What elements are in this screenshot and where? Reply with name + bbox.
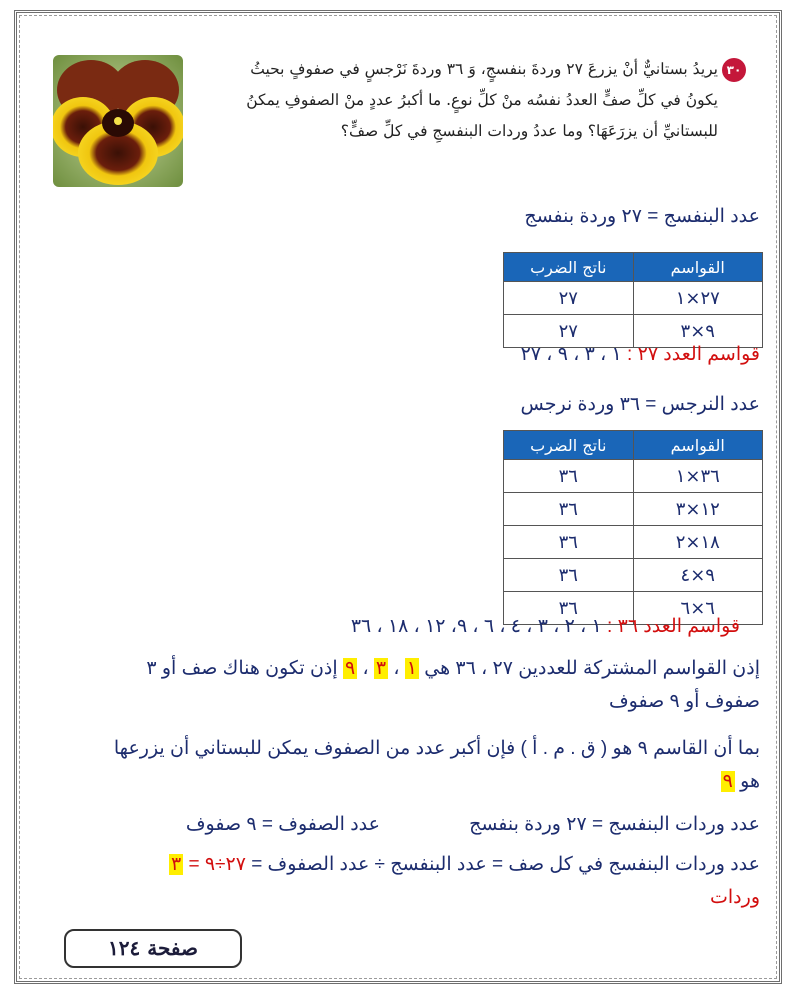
gcf-line: بما أن القاسم ٩ هو ( ق . م . أ ) فإن أكبر عدد من الصفوف يمكن للبستاني أن يزرعها bbox=[113, 738, 760, 759]
table-header-factors: القواسم bbox=[633, 253, 763, 282]
separator: ، bbox=[362, 658, 369, 679]
table-row bbox=[504, 526, 763, 559]
factors-cell: ٣٦×١ bbox=[633, 460, 763, 493]
narcissus-factor-table bbox=[503, 430, 763, 625]
final-line bbox=[169, 853, 760, 876]
gcf-value: ٩ bbox=[722, 771, 733, 792]
factors-cell: ١٨×٢ bbox=[633, 526, 763, 559]
factors-cell: ٩×٣ bbox=[633, 315, 763, 348]
separator: ، bbox=[393, 658, 400, 679]
question-line: يريدُ بستانيٌّ أنْ يزرعَ ٢٧ وردةَ بنفسجٍ، وَ ٣٦ وردةَ نَرْجسٍ في صفوفٍ بحيثُ bbox=[250, 60, 718, 78]
table-row bbox=[504, 493, 763, 526]
highlighted-factor: ٣ bbox=[375, 658, 387, 679]
page-number-box bbox=[64, 929, 242, 968]
question-number-badge: ٣٠ bbox=[722, 58, 746, 82]
violet-factor-table bbox=[503, 252, 763, 348]
product-cell: ٣٦ bbox=[504, 559, 634, 592]
question-line: يكونُ في كلِّ صفٍّ العددُ نفسُه منْ كلِّ نوعٍ. ما أكبرُ عددٍ منْ الصفوفِ يمكنُ bbox=[246, 91, 718, 109]
common-prefix: إذن القواسم المشتركة للعددين ٢٧ ، ٣٦ هي bbox=[424, 658, 760, 679]
gcf-prefix: هو bbox=[740, 771, 760, 792]
final-answer: ٣ bbox=[170, 854, 182, 875]
product-cell: ٣٦ bbox=[504, 592, 634, 625]
product-cell: ٣٦ bbox=[504, 526, 634, 559]
gcf-line2 bbox=[721, 770, 760, 793]
highlighted-factor: ١ bbox=[406, 658, 417, 679]
narcissus-count: عدد النرجس = ٣٦ وردة نرجس bbox=[520, 394, 760, 415]
common-factors-line2: صفوف أو ٩ صفوف bbox=[608, 691, 760, 712]
summary-rows: عدد الصفوف = ٩ صفوف bbox=[185, 814, 380, 835]
summary-violets: عدد وردات البنفسج = ٢٧ وردة بنفسج bbox=[469, 814, 760, 835]
table-row bbox=[504, 282, 763, 315]
factors-cell: ١٢×٣ bbox=[633, 493, 763, 526]
product-cell: ٢٧ bbox=[504, 315, 634, 348]
factors-label: قواسم العدد ٣٦ : bbox=[607, 616, 740, 637]
pansy-photo bbox=[53, 55, 183, 187]
factors-cell: ٢٧×١ bbox=[633, 282, 763, 315]
common-suffix: إذن تكون هناك صف أو ٣ bbox=[146, 658, 338, 679]
page-number: صفحة ١٢٤ bbox=[108, 936, 198, 960]
question-text bbox=[198, 54, 718, 147]
question-line: للبستانيِّ أن يزرَعَهَا؟ وما عددُ وردات البنفسجِ في كلِّ صفٍّ؟ bbox=[340, 122, 718, 140]
table-header-product: ناتج الضرب bbox=[504, 253, 634, 282]
factors-label: قواسم العدد ٢٧ : bbox=[627, 344, 760, 365]
factors-cell: ٦×٦ bbox=[633, 592, 763, 625]
product-cell: ٣٦ bbox=[504, 460, 634, 493]
table-row bbox=[504, 460, 763, 493]
table-row bbox=[504, 559, 763, 592]
table-header-factors: القواسم bbox=[633, 431, 763, 460]
final-calc: ٢٧÷٩ = bbox=[188, 854, 246, 875]
highlighted-factor: ٩ bbox=[344, 658, 356, 679]
factors-values: ١ ، ٢ ، ٣ ، ٤ ، ٦ ، ٩، ١٢ ، ١٨ ، ٣٦ bbox=[350, 616, 602, 637]
final-text: عدد وردات البنفسج في كل صف = عدد البنفسج ÷ عدد الصفوف = bbox=[251, 854, 760, 875]
product-cell: ٢٧ bbox=[504, 282, 634, 315]
final-unit: وردات bbox=[710, 887, 760, 908]
common-factors-line bbox=[146, 657, 760, 680]
violet-factors bbox=[521, 343, 760, 366]
table-header-product: ناتج الضرب bbox=[504, 431, 634, 460]
factors-cell: ٩×٤ bbox=[633, 559, 763, 592]
product-cell: ٣٦ bbox=[504, 493, 634, 526]
narcissus-factors bbox=[351, 615, 740, 638]
violet-count: عدد البنفسج = ٢٧ وردة بنفسج bbox=[524, 206, 760, 227]
factors-values: ١ ، ٣ ، ٩ ، ٢٧ bbox=[520, 344, 622, 365]
